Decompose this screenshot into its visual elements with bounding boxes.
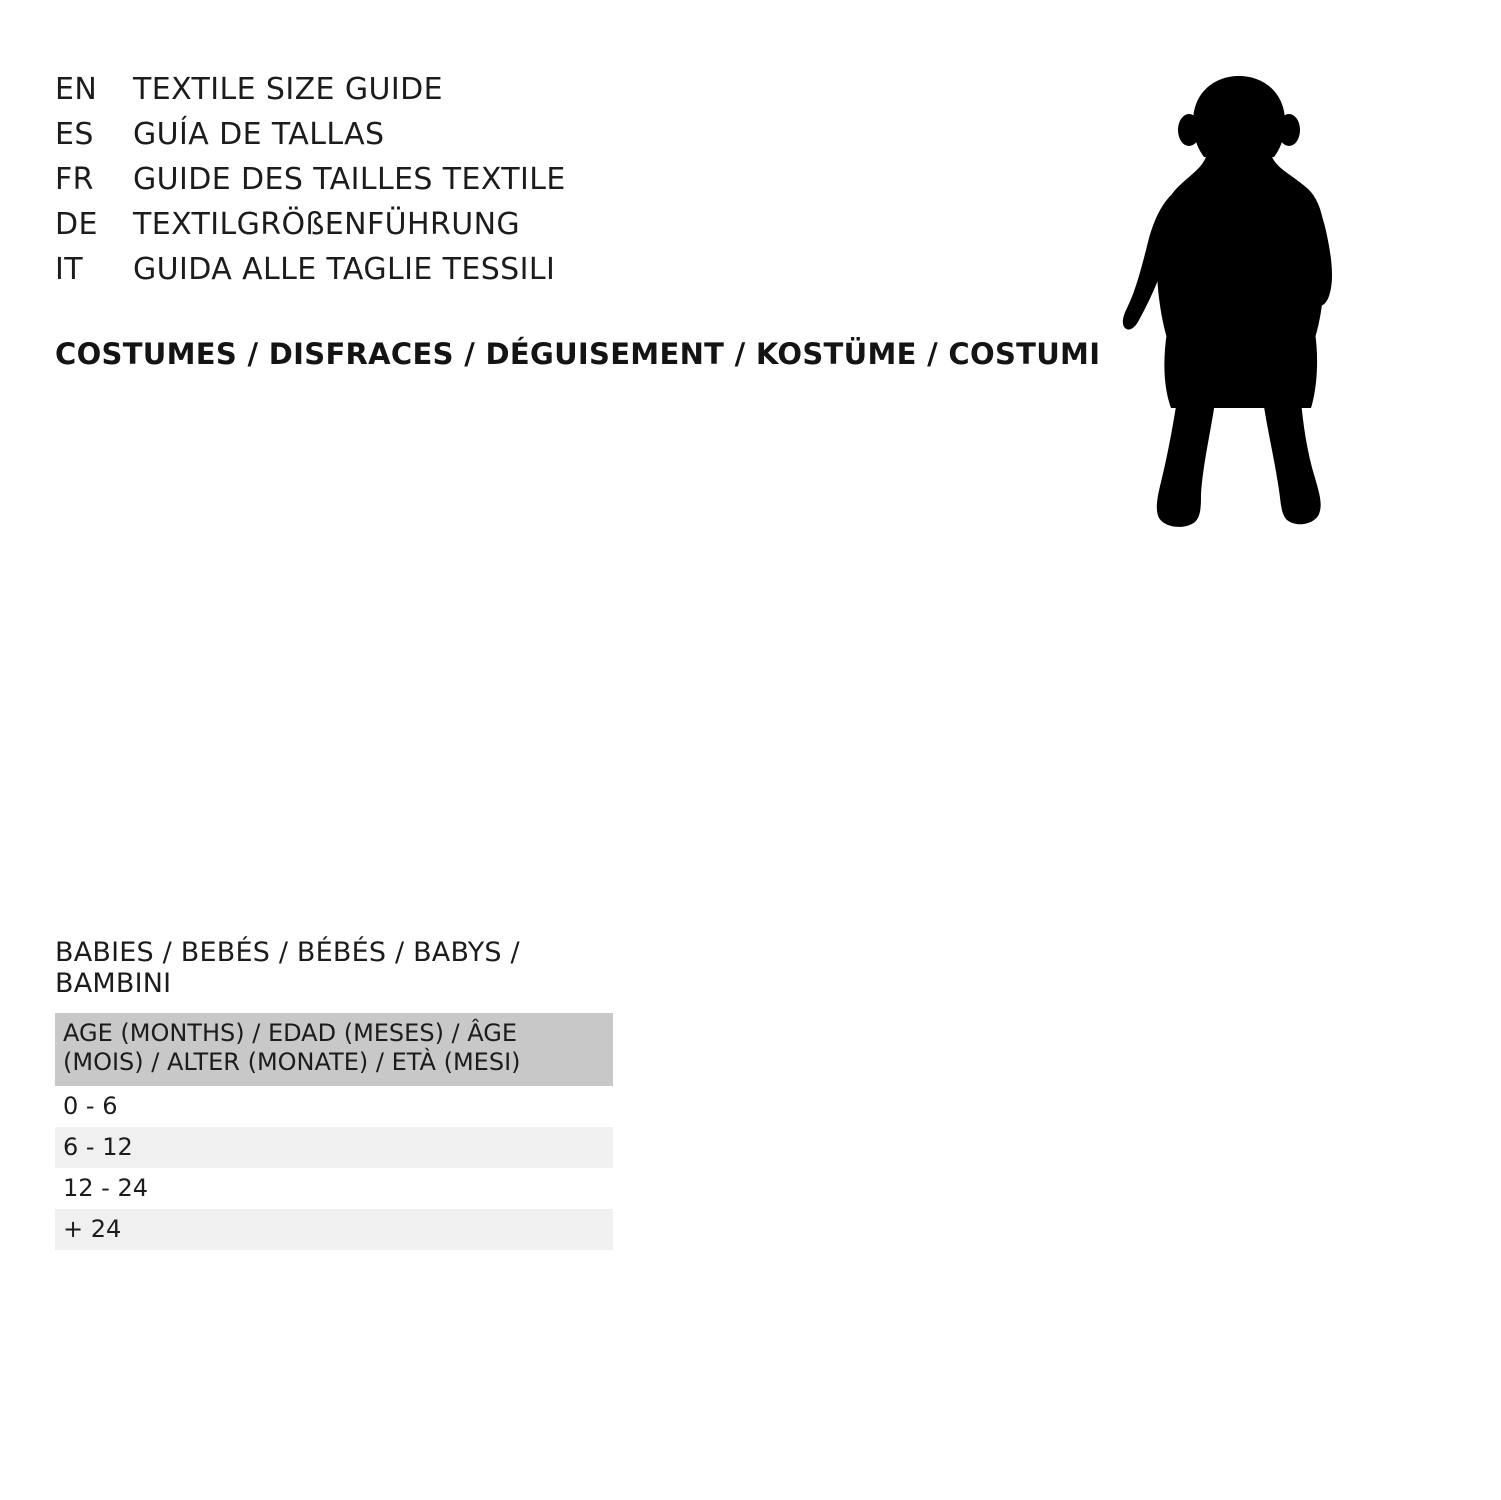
language-row (55, 162, 1055, 207)
size-table (55, 1013, 613, 1250)
language-code: IT (55, 252, 83, 287)
table-column-header: AGE (MONTHS) / EDAD (MESES) / ÂGE (MOIS) / ALTER (MONATE) / ETÀ (MESI) (55, 1013, 613, 1086)
table-row (55, 1168, 613, 1209)
table-row (55, 1086, 613, 1127)
table-cell-age: 12 - 24 (55, 1168, 613, 1209)
language-row (55, 72, 1055, 117)
language-label: GUIDA ALLE TAGLIE TESSILI (133, 252, 556, 287)
language-row (55, 117, 1055, 162)
table-cell-age: 0 - 6 (55, 1086, 613, 1127)
language-label: TEXTILGRÖßENFÜHRUNG (133, 207, 521, 242)
language-label: GUÍA DE TALLAS (133, 117, 385, 152)
table-cell-age: + 24 (55, 1209, 613, 1250)
language-code: EN (55, 72, 98, 107)
language-label: TEXTILE SIZE GUIDE (133, 72, 443, 107)
language-code: DE (55, 207, 98, 242)
table-row (55, 1127, 613, 1168)
table-header-row (55, 1013, 613, 1086)
table-row (55, 1209, 613, 1250)
language-code: FR (55, 162, 94, 197)
language-list (55, 72, 1055, 297)
language-row (55, 252, 1055, 297)
size-table-section (55, 937, 615, 1250)
language-label: GUIDE DES TAILLES TEXTILE (133, 162, 566, 197)
size-table-title: BABIES / BEBÉS / BÉBÉS / BABYS / BAMBINI (55, 937, 520, 999)
language-row (55, 207, 1055, 252)
language-code: ES (55, 117, 94, 152)
baby-silhouette-icon (1115, 70, 1360, 540)
category-heading: COSTUMES / DISFRACES / DÉGUISEMENT / KOSTÜME / COSTUMI (55, 337, 1101, 371)
table-cell-age: 6 - 12 (55, 1127, 613, 1168)
